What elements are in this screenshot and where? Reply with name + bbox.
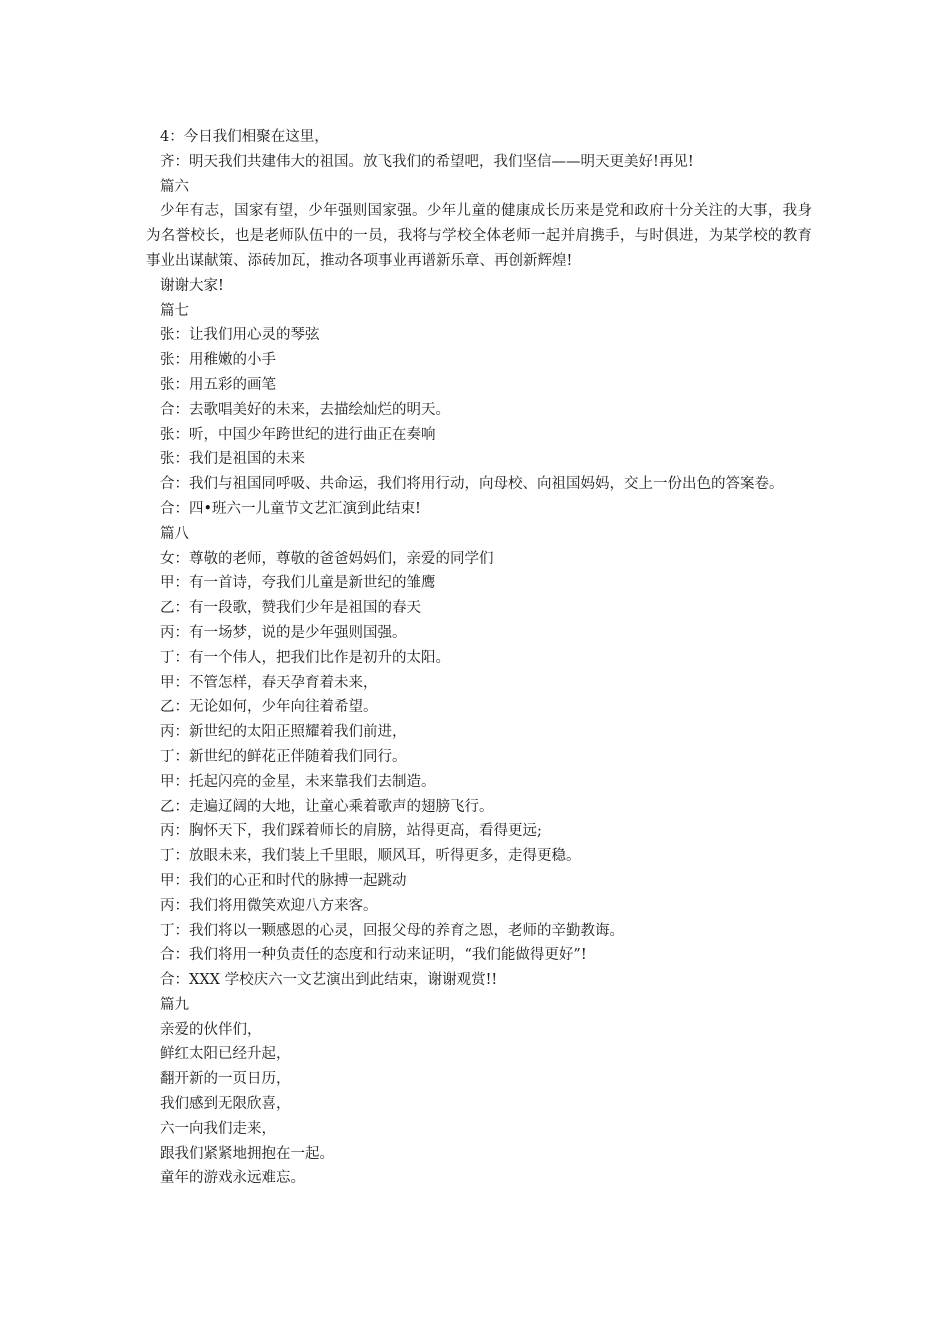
paragraph: 丁：有一个伟人，把我们比作是初升的太阳。 (160, 649, 450, 666)
paragraph: 童年的游戏永远难忘。 (160, 1170, 305, 1187)
section-heading: 篇六 (160, 178, 189, 195)
paragraph: 亲爱的伙伴们， (160, 1021, 262, 1038)
paragraph: 丙：有一场梦，说的是少年强则国强。 (160, 624, 407, 641)
paragraph: 少年有志，国家有望，少年强则国家强。少年儿童的健康成长历来是党和政府十分关注的大事，我身为名誉校长，也是老师队伍中的一员，我将与学校全体老师一起并肩携手，与时俱进，为某学校的教育事业出谋献策、添砖加瓦，推动各项事业再谱新乐章、再创新辉煌! (146, 203, 812, 269)
paragraph: 丙：胸怀天下，我们踩着师长的肩膀，站得更高，看得更远; (160, 823, 542, 840)
paragraph: 张：让我们用心灵的琴弦 (160, 327, 320, 344)
section-heading: 篇九 (160, 996, 189, 1013)
paragraph: 合：四•班六一儿童节文艺汇演到此结束! (160, 500, 421, 517)
paragraph: 甲：不管怎样，春天孕育着未来， (160, 674, 378, 691)
document-body (146, 125, 812, 1191)
paragraph: 跟我们紧紧地拥抱在一起。 (160, 1145, 334, 1162)
paragraph: 张：我们是祖国的未来 (160, 451, 305, 468)
paragraph: 甲：我们的心正和时代的脉搏一起跳动 (160, 872, 407, 889)
section-heading: 篇八 (160, 525, 189, 542)
paragraph: 甲：托起闪亮的金星，未来靠我们去制造。 (160, 773, 436, 790)
paragraph: 丙：我们将用微笑欢迎八方来客。 (160, 897, 378, 914)
paragraph: 甲：有一首诗，夸我们儿童是新世纪的雏鹰 (160, 575, 436, 592)
paragraph: 乙：无论如何，少年向往着希望。 (160, 699, 378, 716)
paragraph: 张：听，中国少年跨世纪的进行曲正在奏响 (160, 426, 436, 443)
paragraph: 齐：明天我们共建伟大的祖国。放飞我们的希望吧，我们坚信——明天更美好!再见! (160, 153, 694, 170)
paragraph: 丁：新世纪的鲜花正伴随着我们同行。 (160, 748, 407, 765)
paragraph: 翻开新的一页日历， (160, 1071, 291, 1088)
paragraph: 六一向我们走来， (160, 1120, 276, 1137)
paragraph: 张：用稚嫩的小手 (160, 352, 276, 369)
paragraph: 女：尊敬的老师，尊敬的爸爸妈妈们，亲爱的同学们 (160, 550, 494, 567)
paragraph: 我们感到无限欣喜， (160, 1096, 291, 1113)
paragraph: 乙：走遍辽阔的大地，让童心乘着歌声的翅膀飞行。 (160, 798, 494, 815)
paragraph: 谢谢大家! (160, 277, 224, 294)
paragraph: 丁：我们将以一颗感恩的心灵，回报父母的养育之恩，老师的辛勤教诲。 (160, 922, 624, 939)
paragraph: 乙：有一段歌，赞我们少年是祖国的春天 (160, 600, 421, 617)
section-heading: 篇七 (160, 302, 189, 319)
paragraph: 合：我们将用一种负责任的态度和行动来证明，“我们能做得更好”! (160, 947, 587, 964)
paragraph: 合：XXX 学校庆六一文艺演出到此结束，谢谢观赏!! (160, 972, 498, 989)
paragraph: 4：今日我们相聚在这里， (160, 129, 329, 145)
paragraph: 张：用五彩的画笔 (160, 376, 276, 393)
paragraph: 合：去歌唱美好的未来，去描绘灿烂的明天。 (160, 401, 450, 418)
paragraph: 鲜红太阳已经升起， (160, 1046, 291, 1063)
paragraph: 合：我们与祖国同呼吸、共命运，我们将用行动，向母校、向祖国妈妈，交上一份出色的答案卷。 (160, 476, 784, 493)
paragraph: 丙：新世纪的太阳正照耀着我们前进， (160, 724, 407, 741)
paragraph: 丁：放眼未来，我们装上千里眼，顺风耳，听得更多，走得更稳。 (160, 848, 581, 865)
